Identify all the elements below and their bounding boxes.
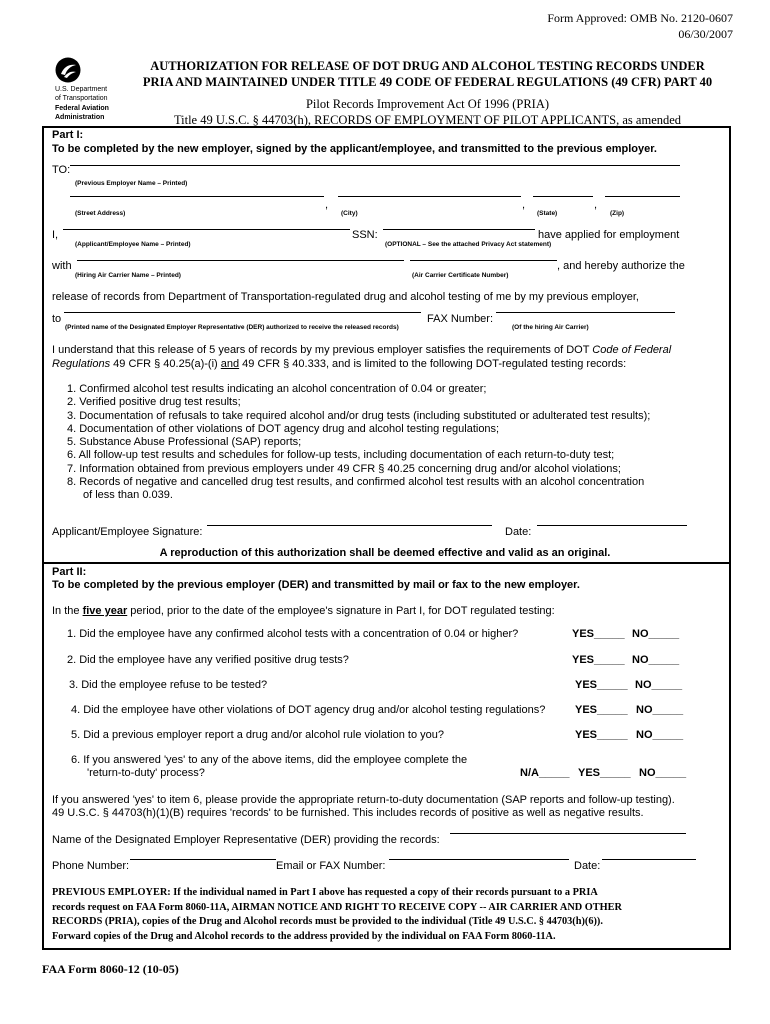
reproduction-note: A reproduction of this authorization shall be deemed effective and valid as an original. [159, 547, 611, 559]
list-item: 4. Documentation of other violations of DOT agency drug and alcohol testing regulations; [67, 422, 500, 435]
agency-name [55, 86, 109, 122]
der-providing-field[interactable] [450, 833, 686, 834]
signature-date-label: Date: [505, 526, 532, 538]
q1-no[interactable]: NO_____ [632, 628, 680, 640]
signature-date-field[interactable] [537, 525, 687, 526]
ssn-caption: (OPTIONAL – See the attached Privacy Act statement) [385, 241, 552, 248]
and-underlined: and [220, 358, 240, 370]
form-title [125, 58, 730, 90]
street-address-field[interactable] [70, 196, 324, 197]
list-item: 5. Substance Abuse Professional (SAP) reports; [67, 436, 302, 449]
city-caption: (City) [341, 210, 358, 217]
records-list [67, 383, 650, 503]
intro-text-2: period, prior to the date of the employee's signature in Part I, for DOT regulated testing: [127, 605, 555, 617]
understand-text: I understand that this release of 5 years of records by my previous employer satisfies the requirements of DOT [52, 344, 593, 356]
with-label: with [52, 260, 72, 272]
to-label: TO: [52, 164, 71, 176]
subtitle-line-1: Pilot Records Improvement Act Of 1996 (PRIA) [305, 97, 550, 111]
q1-yes[interactable]: YES_____ [572, 628, 625, 640]
phone-field[interactable] [130, 859, 276, 860]
notice-line: PREVIOUS EMPLOYER: If the individual named in Part I above has requested a copy of their records pursuant to a PRIA [52, 887, 598, 898]
part1-instruction: To be completed by the new employer, signed by the applicant/employee, and transmitted to the previous employer. [52, 143, 657, 155]
q3-yes[interactable]: YES_____ [575, 679, 628, 691]
q2-no[interactable]: NO_____ [632, 654, 680, 666]
part2-date-label: Date: [574, 860, 601, 872]
q5-no[interactable]: NO_____ [636, 729, 684, 741]
subtitle-line-2: Title 49 U.S.C. § 44703(h), RECORDS OF EMPLOYMENT OF PILOT APPLICANTS, as amended [173, 113, 682, 127]
part2-heading: Part II: [52, 566, 87, 578]
notice-line: RECORDS (PRIA), copies of the Drug and Alcohol records must be provided to the individual (Title 49 U.S.C. § 44703(h)(6)). [52, 916, 603, 927]
der-caption: (Printed name of the Designated Employer Representative (DER) authorized to receive the released records) [65, 324, 399, 331]
der-name-label: Name of the Designated Employer Representative (DER) providing the records: [52, 834, 440, 846]
der-name-field[interactable] [64, 312, 421, 313]
list-item: 8. Records of negative and cancelled drug test results, and confirmed alcohol test results with an alcohol concentration [67, 476, 645, 489]
fax-caption: (Of the hiring Air Carrier) [512, 324, 589, 331]
zip-caption: (Zip) [610, 210, 625, 217]
email-label: Email or FAX Number: [276, 860, 386, 872]
form-subtitle [125, 96, 730, 128]
list-item: 7. Information obtained from previous employers under 49 CFR § 40.25 concerning drug and/or alcohol violations; [67, 462, 621, 475]
question-6: 6. If you answered 'yes' to any of the above items, did the employee complete the [71, 754, 468, 766]
i-label: I, [52, 229, 59, 241]
applicant-name-field[interactable] [63, 229, 350, 230]
applied-text: have applied for employment [538, 229, 680, 241]
signature-label: Applicant/Employee Signature: [52, 526, 203, 538]
release-text: release of records from Department of Transportation-regulated drug and alcohol testing of me by my previous employer, [52, 291, 639, 303]
question-3: 3. Did the employee refuse to be tested? [69, 679, 268, 691]
zip-field[interactable] [605, 196, 680, 197]
cfr-ref: 49 CFR § 40.25(a)-(i) [110, 358, 221, 370]
list-item: 1. Confirmed alcohol test results indicating an alcohol concentration of 0.04 or greater; [67, 383, 487, 395]
omb-approval [547, 10, 733, 42]
q6-yes[interactable]: YES_____ [578, 767, 631, 779]
ssn-field[interactable] [383, 229, 535, 230]
list-item: 3. Documentation of refusals to take required alcohol and/or drug tests (including substituted or adulterated test results); [67, 409, 651, 422]
state-field[interactable] [533, 196, 593, 197]
five-year-emphasis: five year [82, 605, 128, 617]
comma: , [325, 199, 329, 211]
omb-expiration: 06/30/2007 [678, 27, 733, 41]
q2-yes[interactable]: YES_____ [572, 654, 625, 666]
part-divider [42, 562, 731, 564]
q6-no[interactable]: NO_____ [639, 767, 687, 779]
five-year-intro [52, 605, 555, 617]
question-1: 1. Did the employee have any confirmed alcohol tests with a concentration of 0.04 or higher? [67, 628, 519, 640]
email-fax-field[interactable] [389, 859, 569, 860]
agency-line-4: Administration [55, 113, 105, 121]
comma: , [594, 199, 598, 211]
comma: , [522, 199, 526, 211]
list-item: 2. Verified positive drug test results; [67, 396, 241, 409]
question-4: 4. Did the employee have other violations of DOT agency drug and/or alcohol testing regulations? [71, 704, 546, 716]
phone-label: Phone Number: [52, 860, 130, 872]
intro-text: In the [52, 605, 83, 617]
ssn-label: SSN: [352, 229, 378, 241]
signature-field[interactable] [207, 525, 492, 526]
city-field[interactable] [338, 196, 521, 197]
authorize-text: , and hereby authorize the [557, 260, 685, 272]
state-caption: (State) [537, 210, 558, 217]
understand-line-2 [52, 358, 626, 370]
notice-line: records request on FAA Form 8060-11A, AIRMAN NOTICE AND RIGHT TO RECEIVE COPY -- AIR CARRIER AND OTHER [52, 901, 622, 913]
form-number: FAA Form 8060-12 (10-05) [42, 962, 179, 976]
carrier-caption: (Hiring Air Carrier Name – Printed) [75, 272, 181, 279]
rtd-note-1: If you answered 'yes' to item 6, please provide the appropriate return-to-duty documentation (SAP reports and follow-up testing). [52, 794, 675, 806]
question-2: 2. Did the employee have any verified positive drug tests? [67, 654, 349, 666]
list-item: of less than 0.039. [83, 489, 173, 502]
previous-employer-field[interactable] [70, 165, 680, 166]
cfr-ref-2: 49 CFR § 40.333, and is limited to the following DOT-regulated testing records: [239, 358, 627, 370]
omb-number: Form Approved: OMB No. 2120-0607 [547, 11, 733, 25]
q3-no[interactable]: NO_____ [635, 679, 683, 691]
rtd-note-2: 49 U.S.C. § 44703(h)(1)(B) requires 'records' to be furnished. This includes records of positive as well as negative results. [52, 807, 644, 819]
question-6-line-2: 'return-to-duty' process? [87, 767, 205, 779]
hiring-carrier-field[interactable] [77, 260, 404, 261]
agency-line-3: Federal Aviation [55, 105, 109, 112]
cfr-italic: Code of Federal [592, 344, 672, 356]
title-line-2: PRIA AND MAINTAINED UNDER TITLE 49 CODE OF FEDERAL REGULATIONS (49 CFR) PART 40 [142, 75, 713, 89]
part2-instruction: To be completed by the previous employer (DER) and transmitted by mail or fax to the new employer. [52, 579, 580, 591]
fax-field[interactable] [496, 312, 675, 313]
q4-no[interactable]: NO_____ [636, 704, 684, 716]
q5-yes[interactable]: YES_____ [575, 729, 628, 741]
previous-employer-caption: (Previous Employer Name – Printed) [75, 180, 188, 187]
notice-line: Forward copies of the Drug and Alcohol records to the address provided by the individual on FAA Form 8060-11A. [52, 930, 556, 942]
agency-line-2: of Transportation [55, 94, 108, 102]
fax-label: FAX Number: [427, 313, 494, 325]
carrier-certificate-field[interactable] [410, 260, 557, 261]
agency-line-1: U.S. Department [55, 86, 108, 93]
regulations-italic: Regulations [52, 358, 111, 370]
part2-date-field[interactable] [602, 859, 696, 860]
list-item: 6. All follow-up test results and schedules for follow-up tests, including documentation of each return-to-duty test; [67, 449, 615, 462]
cert-caption: (Air Carrier Certificate Number) [412, 272, 509, 279]
part1-heading: Part I: [52, 129, 84, 141]
q4-yes[interactable]: YES_____ [575, 704, 628, 716]
question-5: 5. Did a previous employer report a drug and/or alcohol rule violation to you? [71, 729, 444, 741]
q6-na[interactable]: N/A_____ [520, 767, 570, 779]
dot-logo-icon [55, 57, 81, 83]
title-line-1: AUTHORIZATION FOR RELEASE OF DOT DRUG AND ALCOHOL TESTING RECORDS UNDER [150, 59, 705, 73]
previous-employer-notice [52, 886, 622, 944]
street-caption: (Street Address) [75, 210, 126, 217]
form-box [42, 126, 731, 950]
applicant-caption: (Applicant/Employee Name – Printed) [75, 241, 191, 248]
to-der-label: to [52, 313, 62, 325]
understand-line-1 [52, 344, 671, 356]
